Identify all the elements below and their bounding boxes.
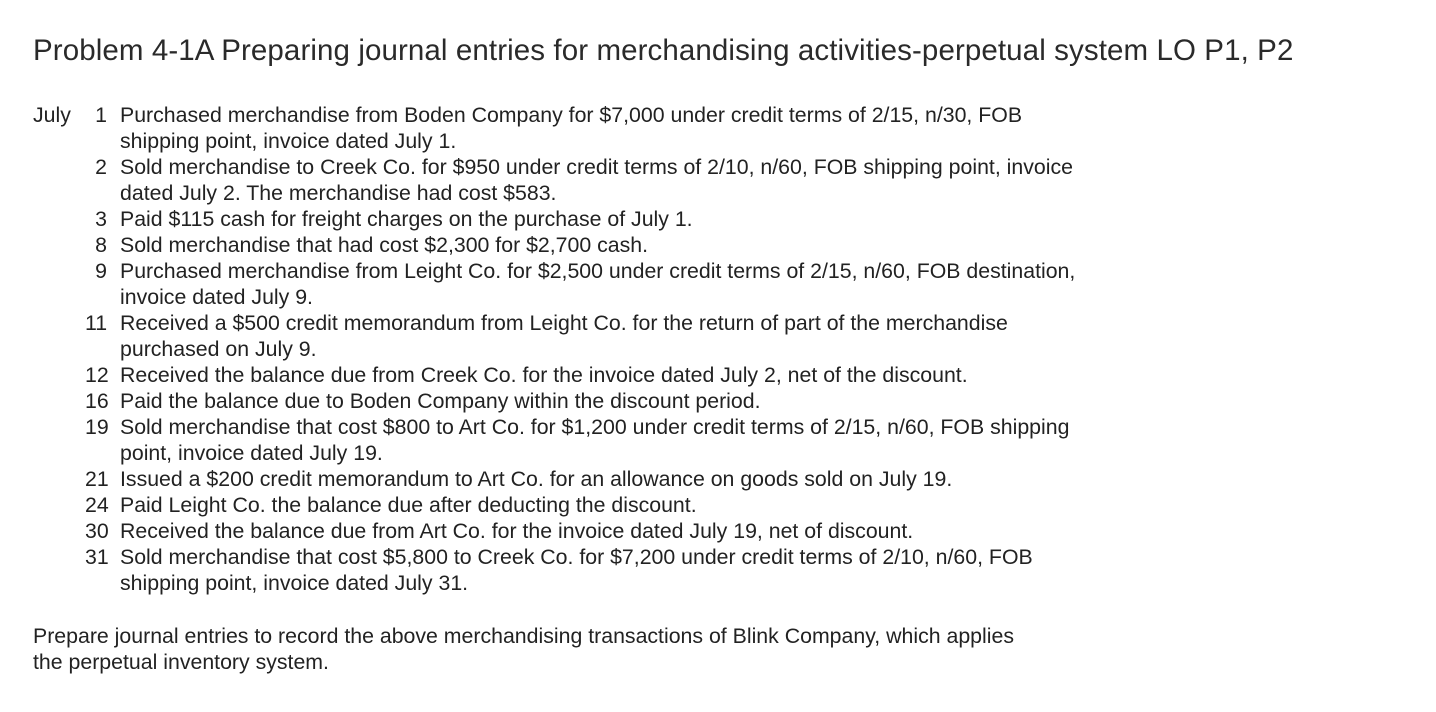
entry-day: 1 [95,103,107,127]
entry-description-line: purchased on July 9. [120,337,317,361]
entry-description-line: dated July 2. The merchandise had cost $583. [120,181,557,205]
entry-description [107,388,1180,414]
month-label: July [33,103,71,127]
entry-description [107,544,1180,596]
entry-description-line: shipping point, invoice dated July 1. [120,129,457,153]
entry-day: 11 [85,311,108,335]
entry-description [107,362,1180,388]
entry-day: 16 [85,389,109,413]
entry-description [107,414,1180,466]
transaction-list [33,102,1193,596]
entry-description-line: Sold merchandise that cost $800 to Art Co. for $1,200 under credit terms of 2/15, n/60, FOB shipping [120,415,1070,439]
transaction-entry [33,102,1193,154]
entry-description-line: invoice dated July 9. [120,285,313,309]
entry-description-line: Sold merchandise to Creek Co. for $950 under credit terms of 2/10, n/60, FOB shipping point, invoice [120,155,1073,179]
transaction-entry [33,310,1193,362]
entry-day: 9 [95,259,107,283]
entry-description-line: Received the balance due from Creek Co. for the invoice dated July 2, net of the discount. [120,363,968,387]
entry-description-line: Paid Leight Co. the balance due after deducting the discount. [120,493,697,517]
transaction-entry [33,466,1193,492]
entry-description [107,232,1180,258]
entry-description [107,492,1180,518]
entry-description-line: Issued a $200 credit memorandum to Art Co. for an allowance on goods sold on July 19. [120,467,953,491]
entry-day: 2 [95,155,107,179]
entry-description-line: Received the balance due from Art Co. for the invoice dated July 19, net of discount. [120,519,914,543]
entry-day: 8 [95,233,107,257]
entry-description-line: Purchased merchandise from Boden Company for $7,000 under credit terms of 2/15, n/30, FOB [120,103,1023,127]
entry-day: 21 [85,467,109,491]
transaction-entry [33,492,1193,518]
entry-description-line: shipping point, invoice dated July 31. [120,571,469,595]
instruction-line: the perpetual inventory system. [33,650,329,674]
transaction-entry [33,154,1193,206]
entry-description [107,518,1180,544]
transaction-entry [33,544,1193,596]
entry-day: 12 [85,363,109,387]
page-title: Problem 4-1A Preparing journal entries for merchandising activities-perpetual system LO P1, P2 [33,33,1294,67]
transaction-entry [33,362,1193,388]
entry-description-line: Paid $115 cash for freight charges on the purchase of July 1. [120,207,693,231]
transaction-entry [33,258,1193,310]
transaction-entry [33,388,1193,414]
transaction-entry [33,518,1193,544]
entry-description [107,466,1180,492]
entry-description [107,258,1180,310]
entry-day: 30 [85,519,109,543]
entry-description [107,310,1180,362]
entry-description-line: Paid the balance due to Boden Company within the discount period. [120,389,761,413]
entry-description-line: Sold merchandise that had cost $2,300 for $2,700 cash. [120,233,649,257]
transaction-entry [33,206,1193,232]
entry-day: 31 [85,545,109,569]
transaction-entry [33,414,1193,466]
entry-day: 24 [85,493,109,517]
entry-description [107,154,1180,206]
transaction-entry [33,232,1193,258]
entry-description [107,102,1180,154]
entry-description-line: Sold merchandise that cost $5,800 to Creek Co. for $7,200 under credit terms of 2/10, n/60, FOB [120,545,1033,569]
entry-day: 19 [85,415,109,439]
entry-description-line: Received a $500 credit memorandum from Leight Co. for the return of part of the merchandise [120,311,1008,335]
entry-description-line: Purchased merchandise from Leight Co. for $2,500 under credit terms of 2/15, n/60, FOB destination, [120,259,1076,283]
entry-description-line: point, invoice dated July 19. [120,441,383,465]
instruction-text [33,623,1014,675]
instruction-line: Prepare journal entries to record the above merchandising transactions of Blink Company, which applies [33,624,1014,648]
entry-description [107,206,1180,232]
entry-day: 3 [95,207,107,231]
